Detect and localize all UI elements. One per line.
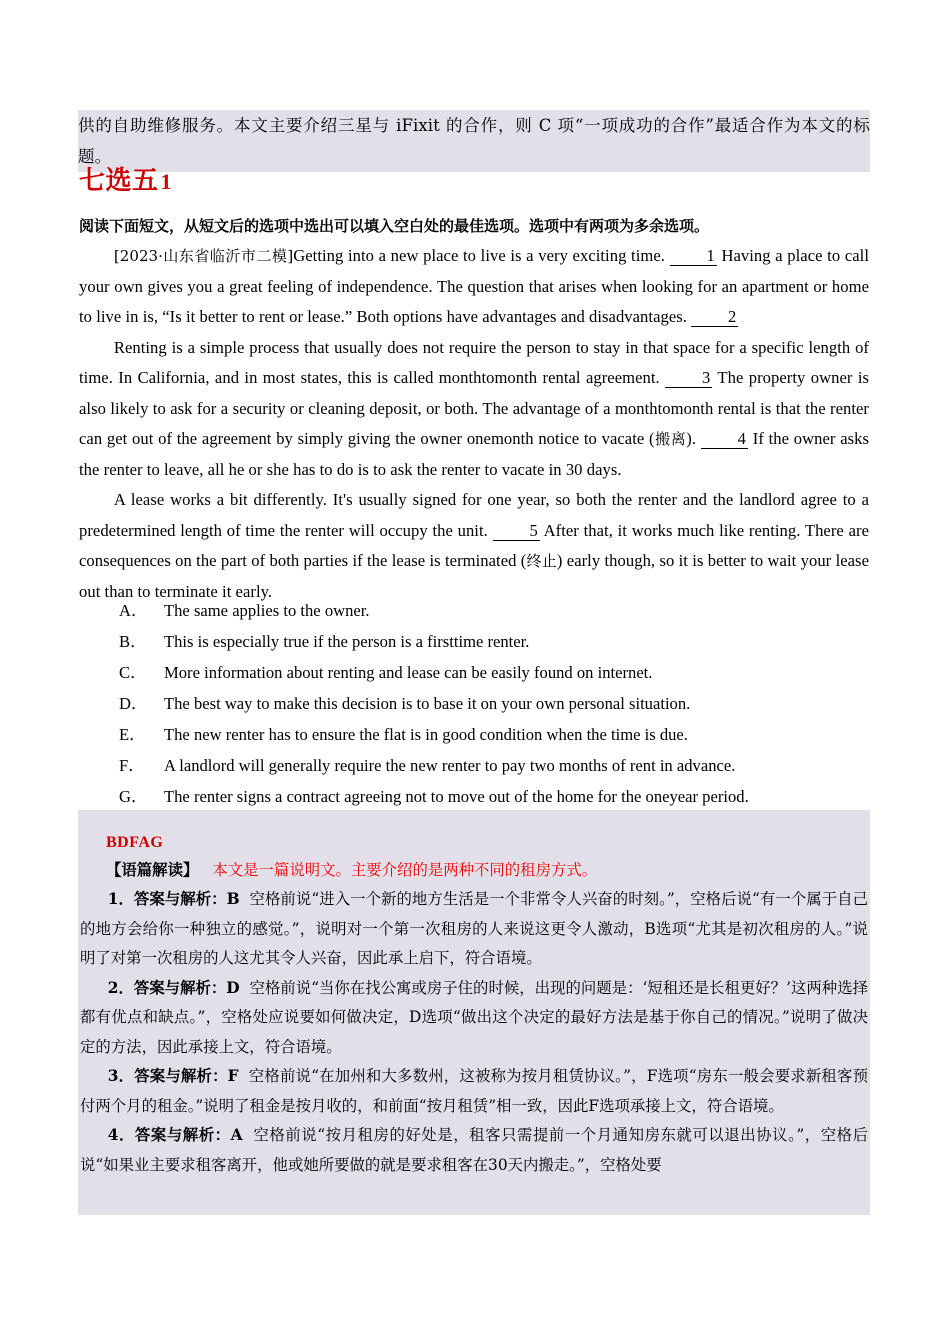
passage-p2-c: ).	[686, 429, 697, 448]
source-tag: [2023·山东省临沂市二模]	[113, 247, 294, 265]
analysis-3-label: 3．答案与解析：F	[107, 1067, 239, 1085]
passage-p3-a: A lease works a bit differently. It's usually signed for one year, so both the renter and the landlord agree to a predetermined length of time the renter will occupy the unit.	[79, 490, 869, 540]
option-d-letter: D．	[119, 694, 148, 713]
blank-5: 5	[493, 522, 540, 541]
option-a-text: The same applies to the owner.	[164, 601, 370, 620]
passage-p2-a: Renting is a simple process that usually does not require the person to stay in that space for a specific length of time. In California, and in most states, this is called monthtomonth rental agreement.	[79, 337, 869, 387]
passage-p2-d: If the owner asks the renter to leave, all he or she has to do is to ask the renter to vacate in 30 days.	[79, 429, 869, 479]
answer-key: BDFAG	[106, 834, 164, 851]
section-title-number: 1	[160, 169, 173, 194]
option-f-letter: F．	[119, 756, 145, 775]
analysis-1-text: 空格前说“进入一个新的地方生活是一个非常令人兴奋的时刻。”，空格后说“有一个属于自己的地方会给你一种独立的感觉。”，说明对一个第一次租房的人来说这更令人激动，B选项“尤其是初次租房的人。”说明了对第一次租房的人这尤其令人兴奋，因此承上启下，符合语境。	[80, 890, 868, 967]
option-b-letter: B．	[119, 632, 147, 651]
options-list	[79, 595, 869, 812]
passage-summary	[78, 856, 870, 885]
analysis-item-4	[78, 1121, 870, 1180]
analysis-1-label: 1．答案与解析：B	[107, 890, 240, 908]
option-f[interactable]	[79, 750, 869, 781]
blank-3: 3	[665, 369, 712, 388]
analysis-item-1	[78, 885, 870, 974]
option-c-text: More information about renting and lease can be easily found on internet.	[164, 663, 653, 682]
option-c[interactable]	[79, 657, 869, 688]
option-g-text: The renter signs a contract agreeing not to move out of the home for the oneyear period.	[164, 787, 749, 806]
option-d[interactable]	[79, 688, 869, 719]
option-e-letter: E．	[119, 725, 146, 744]
passage-paragraph-3	[79, 485, 869, 607]
gloss-vacate: 搬离	[654, 430, 687, 448]
analysis-2-label: 2．答案与解析：D	[107, 978, 240, 997]
section-title-cn: 七选五	[79, 166, 159, 196]
analysis-item-2	[78, 974, 870, 1063]
summary-tag: 【语篇解读】	[106, 861, 199, 879]
blank-1: 1	[670, 247, 717, 266]
option-a[interactable]	[79, 595, 869, 626]
option-d-text: The best way to make this decision is to base it on your own personal situation.	[164, 694, 691, 713]
passage-paragraph-1	[79, 241, 869, 333]
passage-p1-a: Getting into a new place to live is a very exciting time.	[293, 246, 665, 265]
analysis-3-text: 空格前说“在加州和大多数州，这被称为按月租赁协议。”，F选项“房东一般会要求新租客预付两个月的租金。”说明了租金是按月收的，和前面“按月租赁”相一致，因此F选项承接上文，符合语境。	[80, 1067, 868, 1115]
option-b-text: This is especially true if the person is a firsttime renter.	[164, 632, 530, 651]
instruction-line: 阅读下面短文，从短文后的选项中选出可以填入空白处的最佳选项。选项中有两项为多余选项。	[79, 217, 710, 235]
reading-passage	[79, 241, 869, 607]
analysis-item-3	[78, 1062, 870, 1121]
analysis-4-label: 4．答案与解析：A	[107, 1126, 243, 1144]
blank-2: 2	[691, 308, 738, 327]
passage-p3-c: ) early though, so it is better to wait your lease out than to terminate it early.	[79, 551, 869, 601]
passage-p3-b: After that, it works much like renting. There are consequences on the part of both parties if the lease is terminated (	[79, 520, 869, 570]
passage-paragraph-2	[79, 333, 869, 486]
answer-analysis-block	[78, 810, 870, 1215]
page-title	[79, 165, 172, 198]
option-g[interactable]	[79, 781, 869, 812]
passage-p1-b: Having a place to call your own gives you a great feeling of independence. The question that arises when looking for an apartment or home to live in is, “Is it better to rent or lease.” Both options have advantages and disadvantages.	[79, 246, 869, 326]
option-c-letter: C．	[119, 663, 147, 682]
option-e-text: The new renter has to ensure the flat is in good condition when the time is due.	[164, 725, 688, 744]
gloss-terminated: 终止	[526, 552, 557, 570]
analysis-2-text: 空格前说“当你在找公寓或房子住的时候，出现的问题是：‘短租还是长租更好？’这两种选择都有优点和缺点。”，空格处应说要如何做决定，D选项“做出这个决定的最好方法是基于你自己的情况。”说明了做决定的方法，因此承接上文，符合语境。	[80, 978, 868, 1056]
summary-text: 本文是一篇说明文。主要介绍的是两种不同的租房方式。	[212, 861, 598, 879]
option-a-letter: A．	[119, 601, 148, 620]
option-f-text: A landlord will generally require the new renter to pay two months of rent in advance.	[164, 756, 736, 775]
option-e[interactable]	[79, 719, 869, 750]
blank-4: 4	[701, 430, 748, 449]
top-shaded-fragment	[78, 110, 870, 172]
top-fragment-text: 供的自助维修服务。本文主要介绍三星与 iFixit 的合作，则 C 项“一项成功的合作”最适合作为本文的标题。	[78, 110, 870, 172]
passage-p2-b: The property owner is also likely to ask for a security or cleaning deposit, or both. The advantage of a monthtomonth rental is that the renter can get out of the agreement by simply giving the owner onemonth notice to vacate (	[79, 368, 869, 448]
analysis-4-text: 空格前说“按月租房的好处是，租客只需提前一个月通知房东就可以退出协议。”，空格后说“如果业主要求租客离开，他或她所要做的就是要求租客在30天内搬走。”，空格处要	[80, 1126, 868, 1174]
option-b[interactable]	[79, 626, 869, 657]
option-g-letter: G．	[119, 787, 148, 806]
